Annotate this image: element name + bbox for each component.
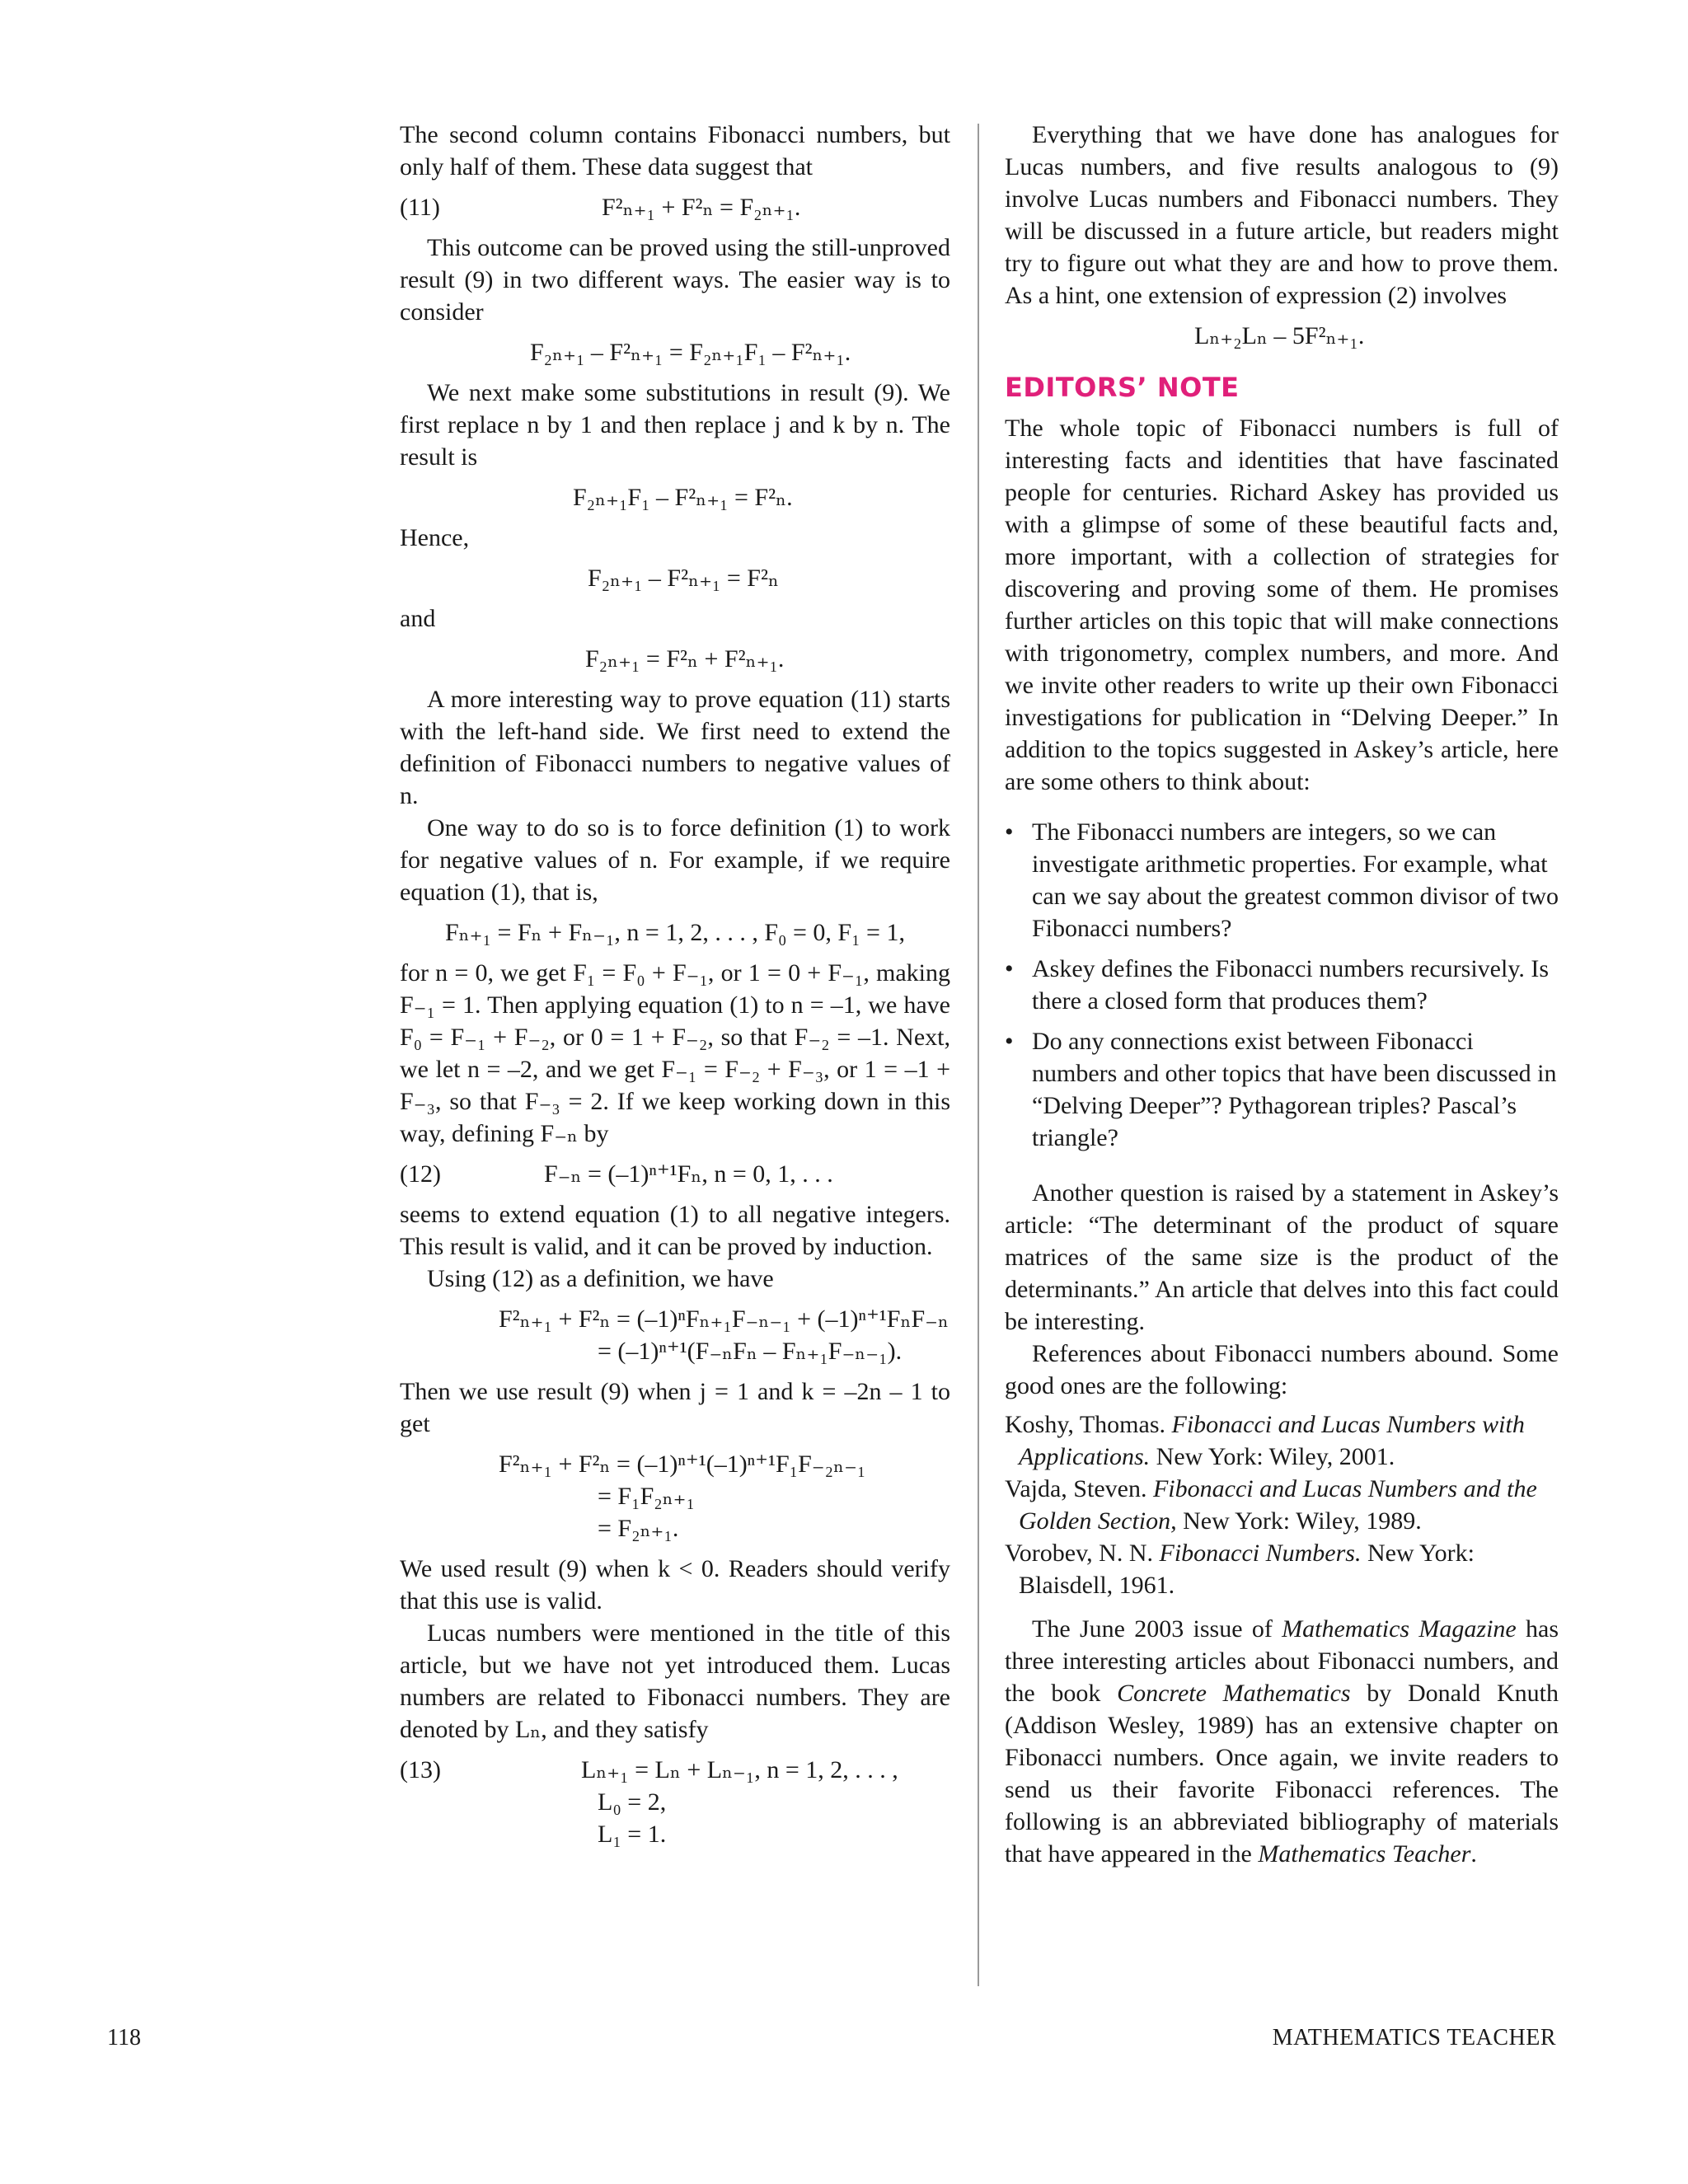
right-column — [1005, 119, 1559, 1870]
equation-line: Lₙ₊₁ = Lₙ + Lₙ₋₁, n = 1, 2, . . . , — [581, 1756, 898, 1783]
equation-body: F₂ₙ₊₁ – F²ₙ₊₁ = F²ₙ — [588, 565, 779, 592]
text-run: has three interesting articles about Fibonacci numbers, and the book — [1005, 1615, 1559, 1707]
reference-author: Vajda, Steven. — [1005, 1475, 1147, 1502]
reference-publisher: New York: Wiley, 1989. — [1183, 1507, 1422, 1535]
paragraph: Using (12) as a definition, we have — [427, 1265, 774, 1292]
italic-title: Concrete Mathematics — [1117, 1680, 1351, 1707]
paragraph: Another question is raised by a statement in Askey’s article: “The determinant of the product of square matrices of the same size is the product of the determinants.” An article that delves into this fact could be interesting. — [1005, 1179, 1559, 1335]
paragraph: The second column contains Fibonacci numbers, but only half of them. These data suggest that — [400, 121, 950, 180]
equation-line: = F₁F₂ₙ₊₁ — [598, 1483, 695, 1510]
equation-line: F²ₙ₊₁ + F²ₙ = (–1)ⁿFₙ₊₁F₋ₙ₋₁ + (–1)ⁿ⁺¹FₙF₋ₙ — [499, 1305, 949, 1333]
list-item-text: Do any connections exist between Fibonacci numbers and other topics that have been discussed in “Delving Deeper”? Pythagorean triples? Pascal’s triangle? — [1032, 1028, 1557, 1151]
equation — [400, 481, 950, 513]
equation-13 — [400, 1754, 950, 1850]
bullet-list — [1005, 816, 1559, 1154]
list-item-text: The Fibonacci numbers are integers, so we can investigate arithmetic properties. For example, what can we say about the greatest common divisor of two Fibonacci numbers? — [1032, 818, 1559, 942]
equation-body: F₂ₙ₊₁F₁ – F²ₙ₊₁ = F²ₙ. — [573, 484, 793, 511]
page-number: 118 — [107, 2025, 141, 2050]
equation-11 — [400, 191, 950, 223]
text-run: The June 2003 issue of — [1032, 1615, 1273, 1643]
reference-author: Koshy, Thomas. — [1005, 1411, 1165, 1438]
reference — [1005, 1537, 1559, 1601]
paragraph: Everything that we have done has analogues for Lucas numbers, and five results analogous to (9) involve Lucas numbers and Fibonacci numbers. They will be discussed in a future article, but readers might try to figure out what they are and how to prove them. As a hint, one extension of expression (2) involves — [1005, 121, 1559, 309]
equation-number: (13) — [400, 1756, 441, 1783]
equation-line: = (–1)ⁿ⁺¹(F₋ₙFₙ – Fₙ₊₁F₋ₙ₋₁). — [598, 1338, 903, 1365]
equation — [400, 916, 950, 949]
bullet-icon: • — [1005, 955, 1014, 982]
paragraph: The whole topic of Fibonacci numbers is full of interesting facts and identities that have fascinated people for centuries. Richard Askey has provided us with a glimpse of some of these beautiful facts and, more important, with a collection of strategies for discovering and proving some of them. He promises further articles on this topic that will make connections with trigonometry, complex numbers, and more. And we invite other readers to write up their own Fibonacci investigations for publication in “Delving Deeper.” In addition to the topics suggested in Askey’s article, here are some others to think about: — [1005, 415, 1559, 795]
reference-list — [1005, 1408, 1559, 1601]
list-item — [1005, 953, 1559, 1017]
column-divider — [978, 124, 979, 1986]
equation — [400, 1448, 950, 1544]
reference-title: Fibonacci and Lucas Numbers with Applications. — [1019, 1411, 1525, 1470]
paragraph: Hence, — [400, 524, 470, 551]
equation-line: L₁ = 1. — [598, 1821, 667, 1848]
equation — [400, 336, 950, 368]
paragraph: We next make some substitutions in result (9). We first replace n by 1 and then replace j and k by n. The result is — [400, 379, 950, 471]
equation-body: Fₙ₊₁ = Fₙ + Fₙ₋₁, n = 1, 2, . . . , F₀ = 0, F₁ = 1, — [445, 919, 905, 946]
reference — [1005, 1408, 1559, 1473]
equation-line: L₀ = 2, — [598, 1788, 667, 1816]
paragraph: seems to extend equation (1) to all negative integers. This result is valid, and it can be proved by induction. — [400, 1201, 950, 1260]
list-item-text: Askey defines the Fibonacci numbers recursively. Is there a closed form that produces them? — [1032, 955, 1550, 1015]
reference-title: Fibonacci and Lucas Numbers and the Golden Section, — [1019, 1475, 1537, 1535]
paragraph: A more interesting way to prove equation (11) starts with the left-hand side. We first need to extend the definition of Fibonacci numbers to negative values of n. — [400, 686, 950, 809]
bullet-icon: • — [1005, 818, 1014, 846]
italic-title: Mathematics Teacher — [1258, 1840, 1471, 1868]
paragraph: for n = 0, we get F₁ = F₀ + F₋₁, or 1 = 0 + F₋₁, making F₋₁ = 1. Then applying equation (1) to n = –1, we have F₀ = F₋₁ + F₋₂, or 0 = 1 + F₋₂, so that F₋₂ = –1. Next, we let n = –2, and we get F₋₁ = F₋₂ + F₋₃, or 1 = –1 + F₋₃, so that F₋₃ = 2. If we keep working down in this way, defining F₋ₙ by — [400, 959, 950, 1147]
left-column — [400, 119, 950, 1858]
reference-publisher: New York: Wiley, 2001. — [1156, 1443, 1395, 1470]
bullet-icon: • — [1005, 1028, 1014, 1055]
equation — [400, 562, 950, 594]
equation-body: F²ₙ₊₁ + F²ₙ = F₂ₙ₊₁. — [602, 194, 801, 221]
paragraph: and — [400, 605, 436, 632]
reference-publisher: New York: Blaisdell, 1961. — [1019, 1540, 1475, 1599]
text-run: by Donald Knuth (Addison Wesley, 1989) has an extensive chapter on Fibonacci numbers. Once again, we invite readers to send us their favorite Fibonacci references. The following is an abbreviated bibliography of materials that have appeared in the — [1005, 1680, 1559, 1868]
italic-title: Mathematics Magazine — [1282, 1615, 1517, 1643]
editors-note-heading: EDITORS’ NOTE — [1005, 372, 1240, 403]
equation-number: (11) — [400, 194, 440, 221]
equation — [400, 1303, 950, 1367]
reference-title: Fibonacci Numbers. — [1159, 1540, 1362, 1567]
reference-author: Vorobev, N. N. — [1005, 1540, 1153, 1567]
equation-body: F₂ₙ₊₁ – F²ₙ₊₁ = F₂ₙ₊₁F₁ – F²ₙ₊₁. — [530, 339, 851, 366]
paragraph: References about Fibonacci numbers abound. Some good ones are the following: — [1005, 1340, 1559, 1399]
list-item — [1005, 816, 1559, 944]
journal-name: MATHEMATICS TEACHER — [1272, 2025, 1556, 2050]
equation-line: = F₂ₙ₊₁. — [598, 1515, 679, 1542]
equation-body: F₂ₙ₊₁ = F²ₙ + F²ₙ₊₁. — [585, 645, 785, 673]
paragraph — [1005, 1613, 1559, 1870]
paragraph: Lucas numbers were mentioned in the title of this article, but we have not yet introduced them. Lucas numbers are related to Fibonacci numbers. They are denoted by Lₙ, and they satisfy — [400, 1619, 950, 1743]
list-item — [1005, 1025, 1559, 1154]
equation-body: Lₙ₊₂Lₙ – 5F²ₙ₊₁. — [1194, 322, 1365, 349]
paragraph: One way to do so is to force definition (1) to work for negative values of n. For example, if we require equation (1), that is, — [400, 814, 950, 906]
equation — [1005, 320, 1559, 352]
equation — [400, 643, 950, 675]
equation-12 — [400, 1158, 950, 1190]
equation-line: F²ₙ₊₁ + F²ₙ = (–1)ⁿ⁺¹(–1)ⁿ⁺¹F₁F₋₂ₙ₋₁ — [499, 1451, 866, 1478]
text-run: . — [1470, 1840, 1477, 1868]
paragraph: We used result (9) when k < 0. Readers should verify that this use is valid. — [400, 1555, 950, 1615]
equation-body: F₋ₙ = (–1)ⁿ⁺¹Fₙ, n = 0, 1, . . . — [544, 1160, 833, 1188]
reference — [1005, 1473, 1559, 1537]
paragraph: This outcome can be proved using the still-unproved result (9) in two different ways. The easier way is to consider — [400, 234, 950, 326]
equation-number: (12) — [400, 1160, 441, 1188]
paragraph: Then we use result (9) when j = 1 and k = –2n – 1 to get — [400, 1378, 950, 1437]
